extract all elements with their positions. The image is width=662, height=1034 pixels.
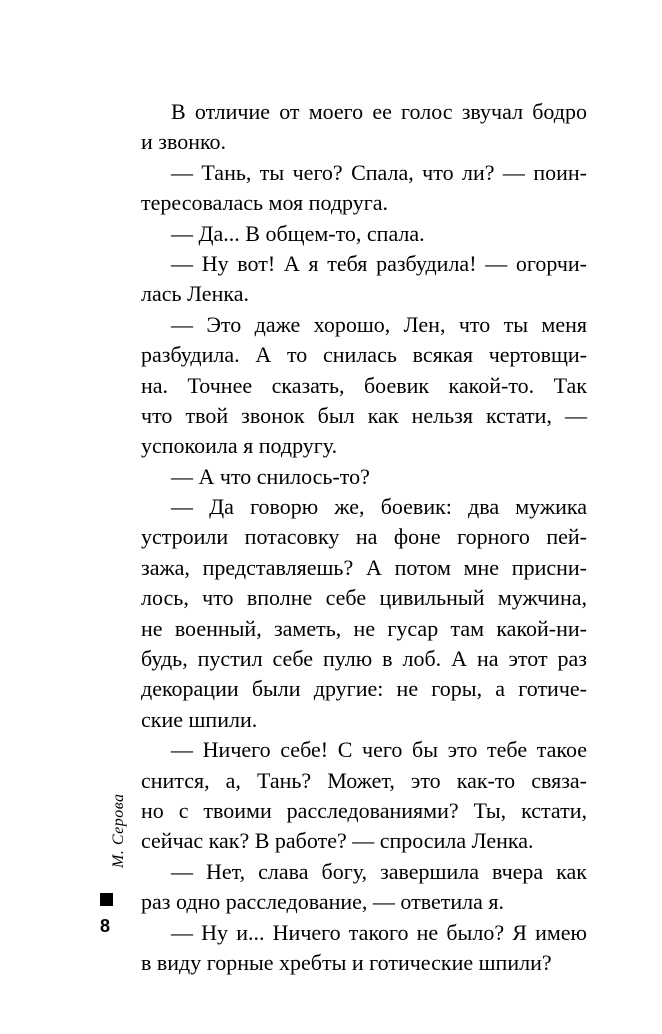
text-line: и звонко. bbox=[141, 129, 227, 155]
text-line: будь, пустил себе пулю в лоб. А на этот раз bbox=[141, 646, 587, 672]
text-line: — Да... В общем-то, спала. bbox=[171, 220, 425, 246]
text-line: — Ну вот! А я тебя разбудила! — огорчи- bbox=[171, 250, 587, 276]
page-marker-square bbox=[100, 893, 113, 906]
text-line: — Ну и... Ничего такого не было? Я имею bbox=[171, 919, 587, 945]
text-line: не военный, заметь, не гусар там какой-ни- bbox=[141, 615, 587, 641]
text-line: — Да говорю же, боевик: два мужика bbox=[171, 494, 587, 520]
text-line: в виду горные хребты и готические шпили? bbox=[141, 949, 552, 975]
body-text bbox=[141, 97, 587, 978]
text-line: тересовалась моя подруга. bbox=[141, 190, 389, 216]
text-line: лась Ленка. bbox=[141, 281, 249, 307]
text-line: ские шпили. bbox=[141, 706, 258, 732]
text-line: — Это даже хорошо, Лен, что ты меня bbox=[171, 311, 587, 337]
text-line: разбудила. А то снилась всякая чертовщи- bbox=[141, 342, 587, 368]
text-line: снится, а, Тань? Может, это как-то связа- bbox=[141, 767, 587, 793]
text-line: на. Точнее сказать, боевик какой-то. Так bbox=[141, 372, 587, 398]
text-line: — Тань, ты чего? Спала, что ли? — поин- bbox=[171, 159, 587, 185]
text-line: зажа, представляешь? А потом мне присни- bbox=[141, 554, 587, 580]
text-line: — Ничего себе! С чего бы это тебе такое bbox=[171, 737, 587, 763]
text-line: устроили потасовку на фоне горного пей- bbox=[141, 524, 587, 550]
page-number: 8 bbox=[100, 916, 111, 936]
text-line: декорации были другие: не горы, а готиче- bbox=[141, 676, 587, 702]
text-line: раз одно расследование, — ответила я. bbox=[141, 889, 504, 915]
text-line: — Нет, слава богу, завершила вчера как bbox=[171, 858, 587, 884]
text-line: успокоила я подругу. bbox=[141, 433, 338, 459]
text-line: В отличие от моего ее голос звучал бодро bbox=[171, 99, 587, 124]
text-line: — А что снилось-то? bbox=[171, 463, 370, 489]
text-line: но с твоими расследованиями? Ты, кстати, bbox=[141, 797, 587, 823]
text-line: что твой звонок был как нельзя кстати, — bbox=[141, 402, 587, 428]
running-head-author: М. Серова bbox=[110, 793, 127, 868]
text-line: лось, что вполне себе цивильный мужчина, bbox=[141, 585, 587, 611]
text-line: сейчас как? В работе? — спросила Ленка. bbox=[141, 828, 534, 854]
